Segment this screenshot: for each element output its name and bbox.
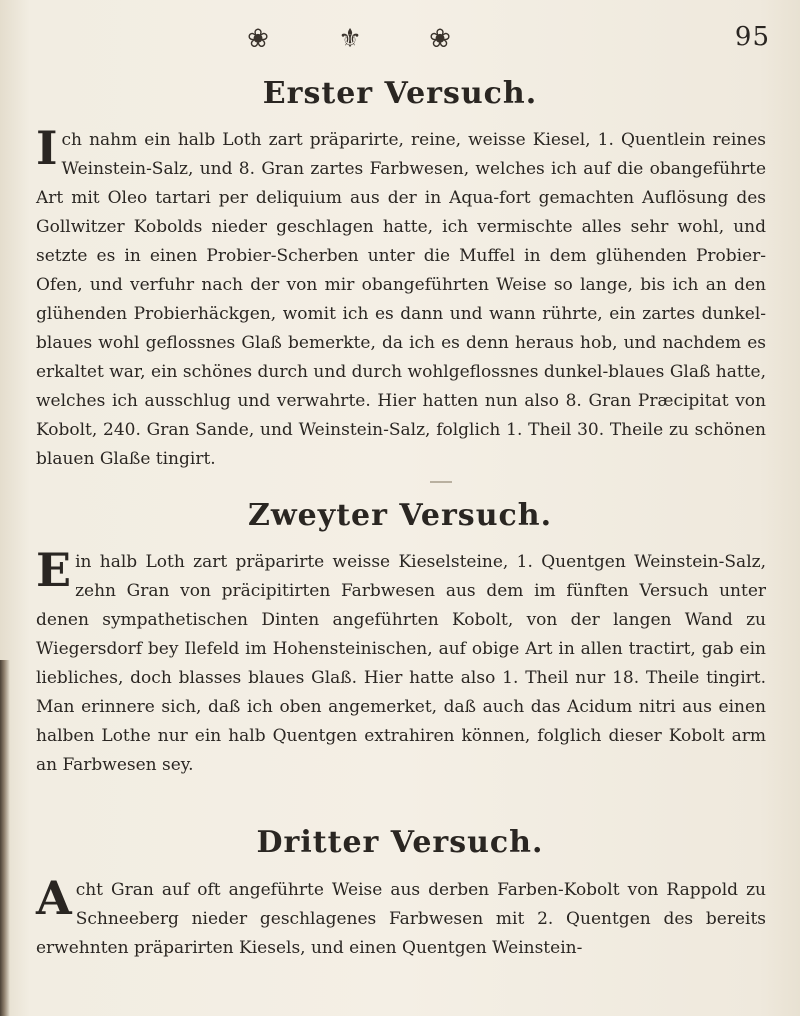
paragraph-body: cht Gran auf oft angeführte Weise aus derben Farben-Kobolt von Rappold zu Schneeberg nieder geschlagenes Farbwesen mit 2. Quentgen des bereits erwehnten präparirten Kiesels, und einen Quentgen Weinstein- bbox=[36, 880, 766, 958]
page-number: 95 bbox=[734, 22, 770, 52]
drop-cap: A bbox=[36, 871, 72, 925]
paragraph-body: in halb Loth zart präparirte weisse Kieselsteine, 1. Quentgen Weinstein-Salz, zehn Gran von präcipitirten Farbwesen aus dem im fünften Versuch unter denen sympathetischen Dinten angeführten Kobolt, von der langen Wand zu Wiegersdorf bey Ilefeld im Hohensteinischen, auf obige Art in allen tractirt, gab ein liebliches, doch blasses blaues Glaß. Hier hatte also 1. Theil nur 18. Theile tingirt. Man erinnere sich, daß ich oben angemerket, daß auch das Acidum nitri aus einen halben Lothe nur ein halb Quentgen extrahiren können, folglich dieser Kobolt arm an Farbwesen sey. bbox=[36, 552, 766, 775]
section-title-third-experiment: Dritter Versuch. bbox=[256, 825, 544, 860]
divider bbox=[430, 481, 452, 483]
page-edge-shadow bbox=[0, 660, 10, 1016]
crown-ornament-icon: ⚜ bbox=[338, 24, 362, 54]
section-text-first-experiment bbox=[36, 121, 766, 474]
flower-ornament-icon: ❀ bbox=[429, 24, 451, 54]
flower-ornament-icon: ❀ bbox=[247, 24, 269, 54]
drop-cap: E bbox=[36, 543, 72, 597]
drop-cap: I bbox=[36, 121, 58, 175]
section-title-second-experiment: Zweyter Versuch. bbox=[247, 498, 553, 533]
section-title-first-experiment: Erster Versuch. bbox=[262, 76, 538, 111]
section-text-third-experiment bbox=[36, 871, 766, 963]
paragraph-body: ch nahm ein halb Loth zart präparirte, reine, weisse Kiesel, 1. Quentlein reines Weinstein-Salz, und 8. Gran zartes Farbwesen, welches ich auf die obangeführte Art mit Oleo tartari per deliquium aus der in Aqua-fort gemachten Auflösung des Gollwitzer Kobolds nieder geschlagen hatte, ich vermischte alles sehr wohl, und setzte es in einen Probier-Scherben unter die Muffel in dem glühenden Probier-Ofen, und verfuhr nach der von mir obangeführten Weise so lange, bis ich an den glühenden Probierhäckgen, womit ich es dann und wann rührte, ein zartes dunkel-blaues wohl geflossnes Glaß bemerkte, da ich es denn heraus hob, und nachdem es erkaltet war, ein schönes durch und durch wohlgeflossnes dunkel-blaues Glaß hatte, welches ich ausschlug und verwahrte. Hier hatten nun also 8. Gran Præcipitat von Kobolt, 240. Gran Sande, und Weinstein-Salz, folglich 1. Theil 30. Theile zu schönen blauen Glaße tingirt. bbox=[36, 130, 766, 469]
section-text-second-experiment bbox=[36, 543, 766, 780]
header-ornaments bbox=[0, 20, 800, 60]
